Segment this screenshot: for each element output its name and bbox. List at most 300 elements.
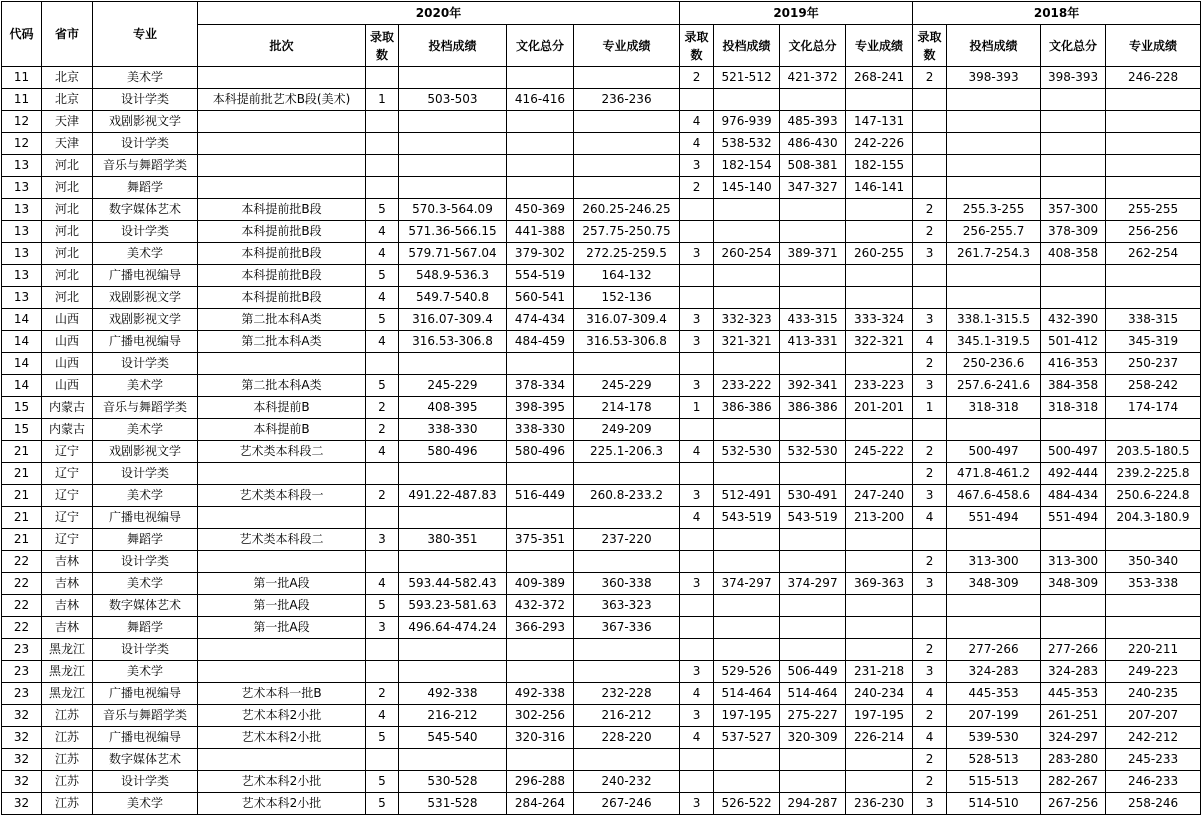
cell-2018-admitted: 2 (913, 221, 947, 243)
cell-code: 14 (2, 309, 42, 331)
cell-2019-professional: 260-255 (846, 243, 913, 265)
cell-2018-admitted: 3 (913, 485, 947, 507)
cell-2020-professional: 316.53-306.8 (574, 331, 680, 353)
cell-province: 北京 (42, 67, 93, 89)
cell-2020-culture: 441-388 (507, 221, 574, 243)
col-header-batch: 批次 (198, 25, 366, 67)
cell-code: 32 (2, 771, 42, 793)
cell-2018-culture: 282-267 (1041, 771, 1106, 793)
cell-major: 设计学类 (93, 463, 198, 485)
cell-2018-culture (1041, 133, 1106, 155)
table-row (2, 727, 1201, 749)
cell-2020-admitted (366, 177, 399, 199)
year-header-2020: 2020年 (198, 2, 680, 25)
cell-2018-tou-dang: 398-393 (947, 67, 1041, 89)
cell-2018-tou-dang: 539-530 (947, 727, 1041, 749)
cell-2018-culture: 551-494 (1041, 507, 1106, 529)
cell-2020-tou-dang: 570.3-564.09 (399, 199, 507, 221)
cell-2020-professional (574, 507, 680, 529)
col-header-province: 省市 (42, 2, 93, 67)
cell-2018-culture: 445-353 (1041, 683, 1106, 705)
cell-2020-admitted (366, 661, 399, 683)
cell-2018-culture: 408-358 (1041, 243, 1106, 265)
cell-2018-professional (1106, 133, 1201, 155)
cell-2020-batch: 第一批A段 (198, 573, 366, 595)
cell-2020-admitted (366, 111, 399, 133)
cell-province: 山西 (42, 331, 93, 353)
cell-2020-professional: 363-323 (574, 595, 680, 617)
cell-code: 23 (2, 661, 42, 683)
cell-2019-admitted: 4 (680, 507, 714, 529)
cell-2020-tou-dang (399, 661, 507, 683)
cell-2020-admitted (366, 67, 399, 89)
cell-2019-culture: 294-287 (780, 793, 846, 815)
cell-2020-batch: 艺术类本科段一 (198, 485, 366, 507)
cell-2020-tou-dang: 216-212 (399, 705, 507, 727)
cell-2020-tou-dang (399, 177, 507, 199)
cell-2020-professional (574, 749, 680, 771)
cell-province: 吉林 (42, 573, 93, 595)
cell-2018-admitted (913, 89, 947, 111)
cell-2020-culture: 474-434 (507, 309, 574, 331)
cell-2018-professional: 242-212 (1106, 727, 1201, 749)
cell-2018-admitted: 2 (913, 441, 947, 463)
cell-code: 13 (2, 287, 42, 309)
cell-2019-admitted: 4 (680, 111, 714, 133)
cell-province: 吉林 (42, 551, 93, 573)
table-row (2, 111, 1201, 133)
cell-2020-culture: 398-395 (507, 397, 574, 419)
cell-province: 辽宁 (42, 529, 93, 551)
cell-2019-admitted: 2 (680, 177, 714, 199)
cell-2018-admitted: 1 (913, 397, 947, 419)
col-header-tou-dang: 投档成绩 (947, 25, 1041, 67)
year-header-2019: 2019年 (680, 2, 913, 25)
cell-2019-tou-dang (714, 265, 780, 287)
cell-2018-admitted: 3 (913, 309, 947, 331)
cell-2018-professional: 345-319 (1106, 331, 1201, 353)
cell-2018-tou-dang: 256-255.7 (947, 221, 1041, 243)
cell-2019-admitted: 3 (680, 705, 714, 727)
cell-major: 设计学类 (93, 89, 198, 111)
cell-2020-batch (198, 463, 366, 485)
cell-code: 21 (2, 463, 42, 485)
cell-province: 河北 (42, 221, 93, 243)
cell-code: 21 (2, 507, 42, 529)
cell-2019-culture: 530-491 (780, 485, 846, 507)
cell-2018-professional (1106, 155, 1201, 177)
cell-2020-batch (198, 353, 366, 375)
cell-2018-tou-dang: 471.8-461.2 (947, 463, 1041, 485)
cell-province: 吉林 (42, 595, 93, 617)
cell-2020-professional: 260.25-246.25 (574, 199, 680, 221)
cell-code: 21 (2, 485, 42, 507)
cell-major: 舞蹈学 (93, 177, 198, 199)
cell-2020-batch: 第二批本科A类 (198, 375, 366, 397)
cell-major: 广播电视编导 (93, 331, 198, 353)
cell-2019-culture: 392-341 (780, 375, 846, 397)
cell-2020-admitted: 2 (366, 683, 399, 705)
cell-2018-professional (1106, 89, 1201, 111)
cell-2018-culture: 324-297 (1041, 727, 1106, 749)
cell-2019-culture: 374-297 (780, 573, 846, 595)
cell-province: 内蒙古 (42, 419, 93, 441)
cell-2020-professional: 367-336 (574, 617, 680, 639)
cell-2019-tou-dang (714, 771, 780, 793)
cell-2020-tou-dang: 492-338 (399, 683, 507, 705)
cell-province: 江苏 (42, 727, 93, 749)
cell-2020-culture (507, 353, 574, 375)
table-row (2, 661, 1201, 683)
cell-code: 22 (2, 595, 42, 617)
cell-2018-professional: 174-174 (1106, 397, 1201, 419)
cell-major: 数字媒体艺术 (93, 595, 198, 617)
cell-2018-culture: 267-256 (1041, 793, 1106, 815)
cell-2018-professional: 258-246 (1106, 793, 1201, 815)
cell-2019-tou-dang (714, 595, 780, 617)
cell-2020-culture (507, 133, 574, 155)
cell-code: 32 (2, 727, 42, 749)
cell-2019-professional (846, 551, 913, 573)
cell-2020-tou-dang: 496.64-474.24 (399, 617, 507, 639)
cell-2018-admitted: 2 (913, 705, 947, 727)
cell-2019-admitted: 3 (680, 661, 714, 683)
cell-2020-tou-dang (399, 133, 507, 155)
table-row (2, 683, 1201, 705)
cell-province: 河北 (42, 177, 93, 199)
cell-2019-tou-dang (714, 551, 780, 573)
cell-code: 21 (2, 441, 42, 463)
table-row (2, 529, 1201, 551)
cell-2019-professional (846, 617, 913, 639)
cell-2020-professional: 225.1-206.3 (574, 441, 680, 463)
cell-2019-tou-dang: 526-522 (714, 793, 780, 815)
cell-province: 辽宁 (42, 441, 93, 463)
cell-2018-tou-dang (947, 287, 1041, 309)
cell-2018-professional: 250.6-224.8 (1106, 485, 1201, 507)
cell-2019-tou-dang: 197-195 (714, 705, 780, 727)
cell-2018-admitted (913, 287, 947, 309)
cell-2018-tou-dang: 467.6-458.6 (947, 485, 1041, 507)
cell-2019-admitted: 3 (680, 375, 714, 397)
cell-2019-professional (846, 199, 913, 221)
cell-major: 设计学类 (93, 771, 198, 793)
cell-2019-admitted: 4 (680, 683, 714, 705)
cell-2018-culture: 283-280 (1041, 749, 1106, 771)
cell-2020-culture: 484-459 (507, 331, 574, 353)
cell-2019-tou-dang (714, 463, 780, 485)
cell-major: 数字媒体艺术 (93, 199, 198, 221)
cell-2018-professional (1106, 529, 1201, 551)
cell-2018-culture (1041, 529, 1106, 551)
cell-2020-admitted: 5 (366, 595, 399, 617)
cell-2018-culture (1041, 287, 1106, 309)
cell-major: 设计学类 (93, 221, 198, 243)
cell-2019-culture: 543-519 (780, 507, 846, 529)
cell-code: 12 (2, 133, 42, 155)
cell-2019-culture: 514-464 (780, 683, 846, 705)
cell-2019-culture (780, 89, 846, 111)
cell-2019-admitted: 3 (680, 155, 714, 177)
cell-2020-professional: 360-338 (574, 573, 680, 595)
cell-2020-batch (198, 177, 366, 199)
cell-2019-tou-dang: 532-530 (714, 441, 780, 463)
cell-2020-tou-dang (399, 749, 507, 771)
cell-2019-tou-dang: 512-491 (714, 485, 780, 507)
cell-2019-professional (846, 529, 913, 551)
cell-2020-admitted: 2 (366, 485, 399, 507)
table-body (2, 67, 1201, 815)
cell-2020-culture: 302-256 (507, 705, 574, 727)
cell-2018-tou-dang: 277-266 (947, 639, 1041, 661)
cell-code: 22 (2, 573, 42, 595)
cell-2019-admitted: 3 (680, 485, 714, 507)
year-header-row (2, 2, 1201, 25)
cell-2020-admitted: 3 (366, 617, 399, 639)
cell-2020-admitted: 4 (366, 221, 399, 243)
cell-code: 13 (2, 221, 42, 243)
cell-2018-culture: 348-309 (1041, 573, 1106, 595)
cell-2020-professional (574, 551, 680, 573)
cell-major: 广播电视编导 (93, 507, 198, 529)
cell-2019-professional: 146-141 (846, 177, 913, 199)
table-row (2, 199, 1201, 221)
cell-2018-admitted: 2 (913, 353, 947, 375)
cell-2018-admitted: 2 (913, 199, 947, 221)
cell-2020-batch (198, 551, 366, 573)
cell-2020-culture: 450-369 (507, 199, 574, 221)
cell-2018-professional (1106, 265, 1201, 287)
cell-2020-admitted: 4 (366, 243, 399, 265)
cell-2020-tou-dang: 245-229 (399, 375, 507, 397)
cell-2020-culture (507, 67, 574, 89)
cell-province: 辽宁 (42, 507, 93, 529)
cell-2020-tou-dang: 380-351 (399, 529, 507, 551)
cell-2020-culture (507, 639, 574, 661)
cell-2020-tou-dang: 408-395 (399, 397, 507, 419)
cell-2019-professional: 147-131 (846, 111, 913, 133)
cell-2019-culture: 275-227 (780, 705, 846, 727)
cell-2020-admitted: 5 (366, 199, 399, 221)
cell-2020-culture (507, 111, 574, 133)
cell-2018-culture: 313-300 (1041, 551, 1106, 573)
cell-2019-culture (780, 749, 846, 771)
table-row (2, 67, 1201, 89)
cell-2019-admitted (680, 265, 714, 287)
cell-2020-culture: 296-288 (507, 771, 574, 793)
cell-major: 美术学 (93, 661, 198, 683)
cell-2019-culture (780, 419, 846, 441)
cell-2020-professional: 316.07-309.4 (574, 309, 680, 331)
cell-2020-professional (574, 155, 680, 177)
cell-2019-culture: 389-371 (780, 243, 846, 265)
cell-2020-admitted: 5 (366, 265, 399, 287)
cell-2018-admitted: 3 (913, 243, 947, 265)
cell-2020-batch: 本科提前批B段 (198, 221, 366, 243)
cell-2018-culture (1041, 89, 1106, 111)
cell-2019-culture: 413-331 (780, 331, 846, 353)
table-row (2, 551, 1201, 573)
cell-2020-professional (574, 661, 680, 683)
cell-2018-professional: 245-233 (1106, 749, 1201, 771)
cell-2020-tou-dang: 593.23-581.63 (399, 595, 507, 617)
cell-2020-admitted (366, 639, 399, 661)
cell-2020-tou-dang: 579.71-567.04 (399, 243, 507, 265)
cell-2019-professional (846, 221, 913, 243)
cell-2020-tou-dang (399, 67, 507, 89)
cell-2018-culture: 277-266 (1041, 639, 1106, 661)
table-row (2, 265, 1201, 287)
cell-2018-admitted (913, 265, 947, 287)
table-row (2, 331, 1201, 353)
cell-2018-tou-dang: 255.3-255 (947, 199, 1041, 221)
cell-2019-admitted (680, 353, 714, 375)
cell-2019-culture: 433-315 (780, 309, 846, 331)
cell-province: 河北 (42, 155, 93, 177)
cell-2018-culture: 261-251 (1041, 705, 1106, 727)
cell-2020-culture: 320-316 (507, 727, 574, 749)
cell-2020-professional: 272.25-259.5 (574, 243, 680, 265)
cell-2019-professional (846, 463, 913, 485)
cell-2018-admitted: 2 (913, 463, 947, 485)
cell-2020-culture (507, 551, 574, 573)
cell-2018-admitted: 2 (913, 749, 947, 771)
cell-2018-admitted: 4 (913, 727, 947, 749)
cell-2019-professional: 231-218 (846, 661, 913, 683)
cell-2018-tou-dang: 324-283 (947, 661, 1041, 683)
cell-2019-culture (780, 353, 846, 375)
cell-2020-batch: 第一批A段 (198, 617, 366, 639)
cell-2018-admitted: 2 (913, 67, 947, 89)
cell-province: 北京 (42, 89, 93, 111)
cell-2019-admitted (680, 199, 714, 221)
cell-2020-batch (198, 111, 366, 133)
cell-2018-admitted (913, 111, 947, 133)
cell-2019-professional: 182-155 (846, 155, 913, 177)
cell-2019-tou-dang: 145-140 (714, 177, 780, 199)
cell-2020-culture: 284-264 (507, 793, 574, 815)
cell-major: 设计学类 (93, 639, 198, 661)
cell-2019-professional: 333-324 (846, 309, 913, 331)
cell-2020-tou-dang (399, 639, 507, 661)
cell-2019-culture (780, 551, 846, 573)
cell-code: 13 (2, 199, 42, 221)
cell-2019-tou-dang: 537-527 (714, 727, 780, 749)
cell-2018-culture (1041, 111, 1106, 133)
cell-2018-tou-dang (947, 133, 1041, 155)
cell-2018-culture: 398-393 (1041, 67, 1106, 89)
cell-province: 河北 (42, 287, 93, 309)
cell-2020-batch (198, 67, 366, 89)
cell-2019-admitted: 4 (680, 441, 714, 463)
cell-2020-admitted: 5 (366, 793, 399, 815)
cell-2020-admitted: 5 (366, 309, 399, 331)
cell-2020-batch: 艺术本科2小批 (198, 705, 366, 727)
cell-2019-admitted: 3 (680, 573, 714, 595)
admission-scores-table (1, 1, 1201, 815)
cell-2020-batch (198, 749, 366, 771)
cell-2020-batch: 第二批本科A类 (198, 309, 366, 331)
cell-major: 美术学 (93, 485, 198, 507)
cell-2018-admitted: 4 (913, 507, 947, 529)
cell-major: 戏剧影视文学 (93, 287, 198, 309)
cell-2019-admitted (680, 463, 714, 485)
cell-2018-professional (1106, 617, 1201, 639)
cell-major: 戏剧影视文学 (93, 441, 198, 463)
cell-province: 山西 (42, 309, 93, 331)
cell-2020-professional (574, 177, 680, 199)
table-row (2, 771, 1201, 793)
cell-2020-professional: 257.75-250.75 (574, 221, 680, 243)
cell-2019-culture (780, 265, 846, 287)
cell-province: 江苏 (42, 749, 93, 771)
table-row (2, 595, 1201, 617)
cell-2020-admitted: 4 (366, 331, 399, 353)
col-header-professional: 专业成绩 (1106, 25, 1201, 67)
cell-code: 13 (2, 243, 42, 265)
cell-2018-admitted (913, 177, 947, 199)
cell-2020-tou-dang: 545-540 (399, 727, 507, 749)
cell-code: 23 (2, 639, 42, 661)
cell-2019-tou-dang: 514-464 (714, 683, 780, 705)
cell-2020-admitted: 4 (366, 705, 399, 727)
col-header-admitted: 录取数 (913, 25, 947, 67)
cell-2018-professional (1106, 287, 1201, 309)
cell-2020-professional (574, 353, 680, 375)
cell-2019-culture: 320-309 (780, 727, 846, 749)
table-row (2, 705, 1201, 727)
cell-2020-professional: 214-178 (574, 397, 680, 419)
cell-2020-culture: 580-496 (507, 441, 574, 463)
cell-code: 13 (2, 155, 42, 177)
cell-code: 21 (2, 529, 42, 551)
cell-2020-culture (507, 749, 574, 771)
cell-province: 河北 (42, 265, 93, 287)
table-row (2, 749, 1201, 771)
col-header-culture: 文化总分 (1041, 25, 1106, 67)
cell-major: 美术学 (93, 375, 198, 397)
cell-2019-professional: 245-222 (846, 441, 913, 463)
cell-2018-culture: 378-309 (1041, 221, 1106, 243)
cell-major: 广播电视编导 (93, 265, 198, 287)
cell-major: 美术学 (93, 419, 198, 441)
cell-province: 黑龙江 (42, 639, 93, 661)
cell-2018-culture: 416-353 (1041, 353, 1106, 375)
cell-2020-culture: 492-338 (507, 683, 574, 705)
cell-code: 22 (2, 551, 42, 573)
cell-2020-professional: 260.8-233.2 (574, 485, 680, 507)
cell-2019-admitted (680, 287, 714, 309)
cell-2020-professional: 164-132 (574, 265, 680, 287)
table-row (2, 309, 1201, 331)
cell-2019-professional: 201-201 (846, 397, 913, 419)
cell-2018-culture: 501-412 (1041, 331, 1106, 353)
cell-2019-culture (780, 639, 846, 661)
cell-2018-admitted (913, 529, 947, 551)
cell-2019-admitted: 2 (680, 67, 714, 89)
cell-2020-admitted: 4 (366, 573, 399, 595)
cell-2019-tou-dang: 182-154 (714, 155, 780, 177)
cell-2020-batch: 本科提前B (198, 419, 366, 441)
cell-2018-admitted (913, 155, 947, 177)
cell-2020-batch (198, 661, 366, 683)
cell-2019-professional: 197-195 (846, 705, 913, 727)
cell-2019-tou-dang: 332-323 (714, 309, 780, 331)
cell-2018-professional (1106, 111, 1201, 133)
cell-2018-admitted: 2 (913, 771, 947, 793)
cell-2020-tou-dang: 531-528 (399, 793, 507, 815)
cell-2019-culture: 421-372 (780, 67, 846, 89)
